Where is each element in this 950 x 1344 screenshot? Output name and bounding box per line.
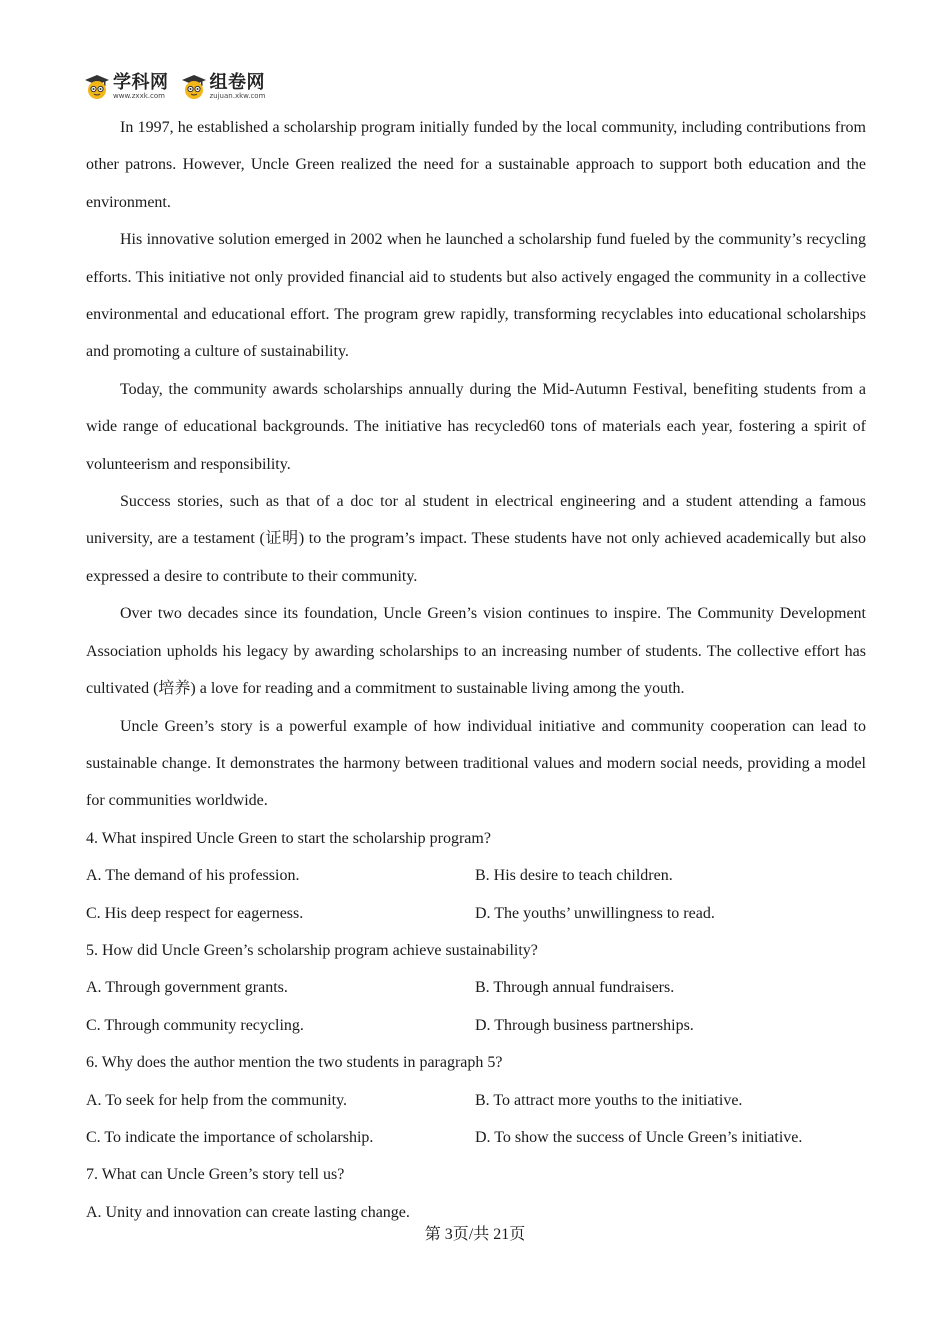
paragraph: Success stories, such as that of a doc tor al student in electrical engineering and a student attending a famous university, are a testament (证明) to the program’s impact. These students have not only achieved academically but also expressed a desire to contribute to their community. [86, 493, 866, 585]
answer-options [86, 969, 866, 1044]
paragraph: Today, the community awards scholarships annually during the Mid-Autumn Festival, benefiting students from a wide range of educational backgrounds. The initiative has recycled60 tons of materials each year, fostering a spirit of volunteerism and responsibility. [86, 380, 866, 473]
paragraph: In 1997, he established a scholarship program initially funded by the local community, including contributions from other patrons. However, Uncle Green realized the need for a sustainable approach to support both education and the environment. [86, 119, 866, 211]
answer-options [86, 1082, 866, 1157]
logo-url: zujuan.xkw.com [209, 92, 266, 100]
question-stem: 6. Why does the author mention the two students in paragraph 5? [86, 1054, 503, 1072]
option-c: C. Through community recycling. [86, 1016, 304, 1034]
mascot-icon [84, 74, 110, 100]
question-stem: 4. What inspired Uncle Green to start the scholarship program? [86, 829, 491, 847]
option-d: D. Through business partnerships. [475, 1016, 694, 1034]
option-d: D. To show the success of Uncle Green’s initiative. [475, 1128, 803, 1146]
paragraph: Uncle Green’s story is a powerful example of how individual initiative and community cooperation can lead to sustainable change. It demonstrates the harmony between traditional values and modern social needs, providing a model for communities worldwide. [86, 717, 866, 810]
option-a: A. To seek for help from the community. [86, 1091, 348, 1109]
option-b: B. Through annual fundraisers. [475, 979, 675, 997]
option-b: B. His desire to teach children. [475, 867, 673, 885]
question-5 [86, 932, 866, 1044]
logo-name: 组卷网 [209, 72, 265, 93]
paragraph: Over two decades since its foundation, Uncle Green’s vision continues to inspire. The Community Development Association upholds his legacy by awarding scholarships to an increasing number of students. The collective effort has cultivated (培养) a love for reading and a commitment to sustainable living among the youth. [86, 605, 866, 698]
header-logos [84, 70, 265, 104]
page-number: 第 3页/共 21页 [424, 1226, 526, 1243]
page-content [86, 109, 866, 1231]
question-stem: 7. What can Uncle Green’s story tell us? [86, 1166, 345, 1184]
answer-options [86, 857, 866, 932]
paragraph: His innovative solution emerged in 2002 when he launched a scholarship fund fueled by the community’s recycling efforts. This initiative not only provided financial aid to students but also actively engaged the community in a collective environmental and educational effort. The program grew rapidly, transforming recyclables into educational scholarships and promoting a culture of sustainability. [86, 231, 866, 361]
option-c: C. To indicate the importance of scholarship. [86, 1128, 374, 1146]
logo-xueke [84, 74, 169, 100]
question-7 [86, 1156, 866, 1231]
question-6 [86, 1044, 866, 1156]
option-a: A. The demand of his profession. [86, 867, 300, 885]
option-c: C. His deep respect for eagerness. [86, 904, 304, 922]
option-a: A. Through government grants. [86, 979, 288, 997]
logo-zujuan [181, 74, 266, 100]
logo-name: 学科网 [113, 72, 169, 93]
option-b: B. To attract more youths to the initiative. [475, 1091, 743, 1109]
question-4 [86, 820, 866, 932]
mascot-icon [181, 74, 207, 100]
option-a: A. Unity and innovation can create lasting change. [86, 1203, 410, 1221]
logo-url: www.zxxk.com [113, 92, 165, 100]
option-d: D. The youths’ unwillingness to read. [475, 904, 715, 922]
question-stem: 5. How did Uncle Green’s scholarship program achieve sustainability? [86, 941, 538, 959]
